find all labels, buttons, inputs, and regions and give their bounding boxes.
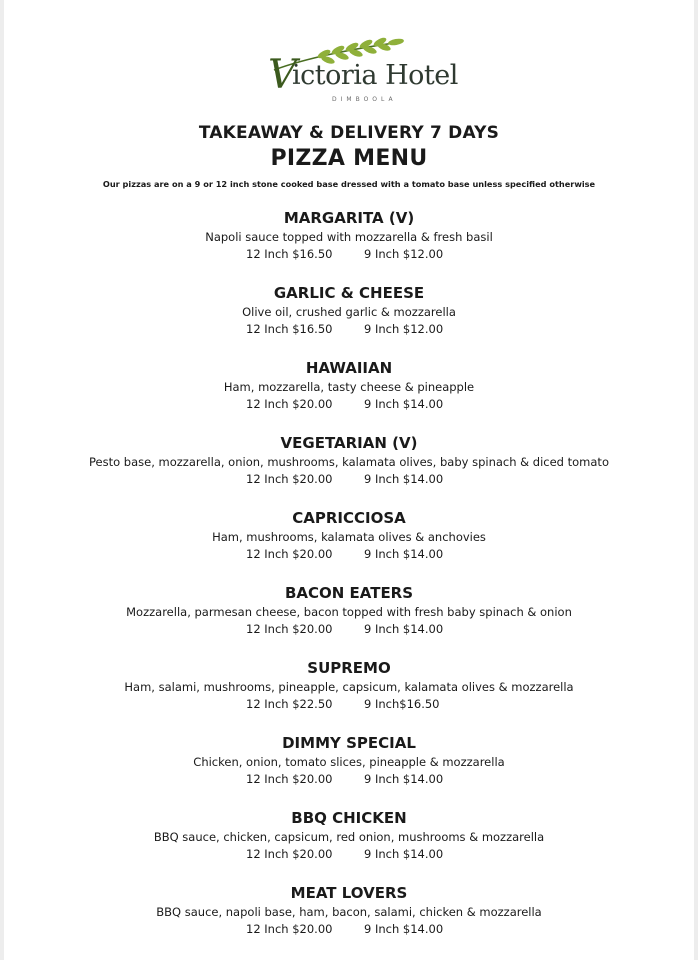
logo-initial: V <box>268 52 297 98</box>
price-9-inch: 9 Inch $14.00 <box>364 397 444 411</box>
price-12-inch: 12 Inch $20.00 <box>246 847 333 861</box>
victoria-hotel-logo <box>266 34 458 103</box>
item-name: HAWAIIAN <box>305 359 393 377</box>
price-9-inch: 9 Inch $14.00 <box>364 922 444 936</box>
item-description: Ham, mozzarella, tasty cheese & pineapple <box>223 380 475 394</box>
item-name: VEGETARIAN (V) <box>280 434 418 452</box>
price-9-inch: 9 Inch $12.00 <box>364 322 444 336</box>
price-9-inch: 9 Inch$16.50 <box>364 697 440 711</box>
item-description: Ham, mushrooms, kalamata olives & anchovies <box>212 530 486 544</box>
item-prices <box>4 546 694 563</box>
item-prices <box>4 321 694 338</box>
item-prices <box>4 396 694 413</box>
menu-item <box>4 208 694 283</box>
item-description: Pesto base, mozzarella, onion, mushrooms, kalamata olives, baby spinach & diced tomato <box>89 455 609 469</box>
price-12-inch: 12 Inch $16.50 <box>246 247 333 261</box>
item-description: Olive oil, crushed garlic & mozzarella <box>242 305 456 319</box>
item-description: Ham, salami, mushrooms, pineapple, capsicum, kalamata olives & mozzarella <box>124 680 574 694</box>
item-name: SUPREMO <box>307 659 391 677</box>
price-9-inch: 9 Inch $14.00 <box>364 547 444 561</box>
item-name: CAPRICCIOSA <box>292 509 406 527</box>
item-name: MARGARITA (V) <box>283 209 415 227</box>
price-12-inch: 12 Inch $20.00 <box>246 922 333 936</box>
item-prices <box>4 621 694 638</box>
menu-item <box>4 283 694 358</box>
item-description: BBQ sauce, chicken, capsicum, red onion, mushrooms & mozzarella <box>153 830 545 844</box>
menu-item <box>4 658 694 733</box>
price-9-inch: 9 Inch $14.00 <box>364 622 444 636</box>
item-name: MEAT LOVERS <box>290 884 408 902</box>
item-description: Mozzarella, parmesan cheese, bacon topped with fresh baby spinach & onion <box>126 605 572 619</box>
item-description: Napoli sauce topped with mozzarella & fresh basil <box>205 230 493 244</box>
price-12-inch: 12 Inch $20.00 <box>246 772 333 786</box>
item-prices <box>4 696 694 713</box>
price-9-inch: 9 Inch $12.00 <box>364 247 444 261</box>
price-12-inch: 12 Inch $16.50 <box>246 322 333 336</box>
item-prices <box>4 246 694 263</box>
price-9-inch: 9 Inch $14.00 <box>364 472 444 486</box>
price-12-inch: 12 Inch $22.50 <box>246 697 333 711</box>
page-title: PIZZA MENU <box>270 146 428 171</box>
menu-item <box>4 733 694 808</box>
item-name: DIMMY SPECIAL <box>282 734 416 752</box>
item-description: BBQ sauce, napoli base, ham, bacon, salami, chicken & mozzarella <box>156 905 542 919</box>
price-12-inch: 12 Inch $20.00 <box>246 547 333 561</box>
menu-item <box>4 883 694 958</box>
menu-item <box>4 433 694 508</box>
takeaway-heading: TAKEAWAY & DELIVERY 7 DAYS <box>198 123 500 143</box>
item-prices <box>4 846 694 863</box>
price-12-inch: 12 Inch $20.00 <box>246 472 333 486</box>
item-prices <box>4 471 694 488</box>
item-description: Chicken, onion, tomato slices, pineapple & mozzarella <box>193 755 505 769</box>
price-9-inch: 9 Inch $14.00 <box>364 847 444 861</box>
item-prices <box>4 771 694 788</box>
menu-item <box>4 583 694 658</box>
item-prices <box>4 921 694 938</box>
price-9-inch: 9 Inch $14.00 <box>364 772 444 786</box>
logo-subtitle: DIMBOOLA <box>332 96 397 103</box>
pizza-list <box>4 208 694 958</box>
price-12-inch: 12 Inch $20.00 <box>246 397 333 411</box>
item-name: GARLIC & CHEESE <box>273 284 425 302</box>
item-name: BACON EATERS <box>284 584 414 602</box>
menu-item <box>4 508 694 583</box>
menu-item <box>4 358 694 433</box>
logo-wordmark: ictoria Hotel <box>292 60 458 91</box>
base-note: Our pizzas are on a 9 or 12 inch stone cooked base dressed with a tomato base unless specified otherwise <box>102 179 596 189</box>
menu-item <box>4 808 694 883</box>
price-12-inch: 12 Inch $20.00 <box>246 622 333 636</box>
menu-page <box>4 0 694 960</box>
item-name: BBQ CHICKEN <box>291 809 407 827</box>
